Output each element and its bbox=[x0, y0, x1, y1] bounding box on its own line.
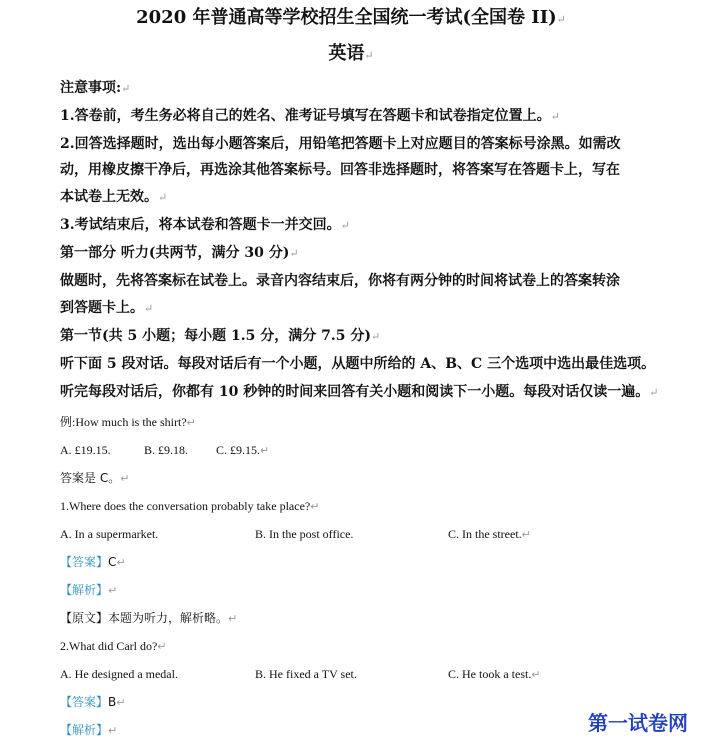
notes-heading: 注意事项:↵ bbox=[60, 80, 131, 96]
question-1-analysis: 【解析】↵ bbox=[60, 583, 118, 597]
question-1: 1.Where does the conversation probably take place?↵ bbox=[60, 499, 320, 513]
exam-title: 2020 年普通高等学校招生全国统一考试(全国卷 II)↵ bbox=[136, 7, 566, 28]
example-option-b: B. £9.18. bbox=[144, 443, 189, 457]
section1-instruction-line-1: 听下面 5 段对话。每段对话后有一个小题，从题中所给的 A、B、C 三个选项中选出最佳选项。 bbox=[60, 356, 656, 372]
part1-intro-line-1: 做题时，先将答案标在试卷上。录音内容结束后，你将有两分钟的时间将试卷上的答案转涂 bbox=[60, 273, 620, 289]
question-2-option-a: A. He designed a medal. bbox=[60, 667, 178, 681]
note-item-2-line-1: 2.回答选择题时，选出每小题答案后，用铅笔把答题卡上对应题目的答案标号涂黑。如需改 bbox=[60, 136, 621, 152]
note-item-3: 3.考试结束后，将本试卷和答题卡一并交回。↵ bbox=[60, 217, 350, 233]
section1-heading: 第一节(共 5 小题；每小题 1.5 分，满分 7.5 分)↵ bbox=[60, 328, 381, 344]
question-2-answer: 【答案】B↵ bbox=[60, 695, 126, 709]
example-option-c: C. £9.15.↵ bbox=[216, 443, 270, 457]
question-1-original: 【原文】本题为听力，解析略。↵ bbox=[60, 611, 238, 625]
question-1-option-a: A. In a supermarket. bbox=[60, 527, 159, 541]
question-2: 2.What did Carl do?↵ bbox=[60, 639, 167, 653]
section1-instruction-line-2: 听完每段对话后，你都有 10 秒钟的时间来回答有关小题和阅读下一小题。每段对话仅读一遍。↵ bbox=[60, 384, 659, 400]
answer-tag: 【答案】 bbox=[60, 555, 109, 569]
site-watermark: 第一试卷网 bbox=[588, 711, 688, 735]
question-1-option-b: B. In the post office. bbox=[255, 527, 354, 541]
question-2-option-c: C. He took a test.↵ bbox=[448, 667, 541, 681]
note-item-2-line-2: 动，用橡皮擦干净后，再选涂其他答案标号。回答非选择题时，将答案写在答题卡上，写在 bbox=[60, 162, 620, 178]
question-1-option-c: C. In the street.↵ bbox=[448, 527, 531, 541]
example-option-a: A. £19.15. bbox=[60, 443, 111, 457]
answer-tag: 【答案】 bbox=[60, 695, 109, 709]
question-2-option-b: B. He fixed a TV set. bbox=[255, 667, 357, 681]
note-item-1: 1.答卷前，考生务必将自己的姓名、准考证号填写在答题卡和试卷指定位置上。↵ bbox=[60, 108, 560, 124]
part1-heading: 第一部分 听力(共两节，满分 30 分)↵ bbox=[60, 245, 299, 261]
note-item-2-line-3: 本试卷上无效。↵ bbox=[60, 189, 168, 205]
example-question: 例:How much is the shirt?↵ bbox=[60, 415, 196, 429]
analysis-tag: 【解析】 bbox=[60, 583, 109, 597]
example-answer: 答案是 C。↵ bbox=[60, 471, 130, 485]
question-2-analysis: 【解析】↵ bbox=[60, 723, 118, 737]
analysis-tag: 【解析】 bbox=[60, 723, 109, 737]
part1-intro-line-2: 到答题卡上。↵ bbox=[60, 300, 154, 316]
subject-title: 英语↵ bbox=[328, 43, 374, 64]
question-1-answer: 【答案】C↵ bbox=[60, 555, 126, 569]
